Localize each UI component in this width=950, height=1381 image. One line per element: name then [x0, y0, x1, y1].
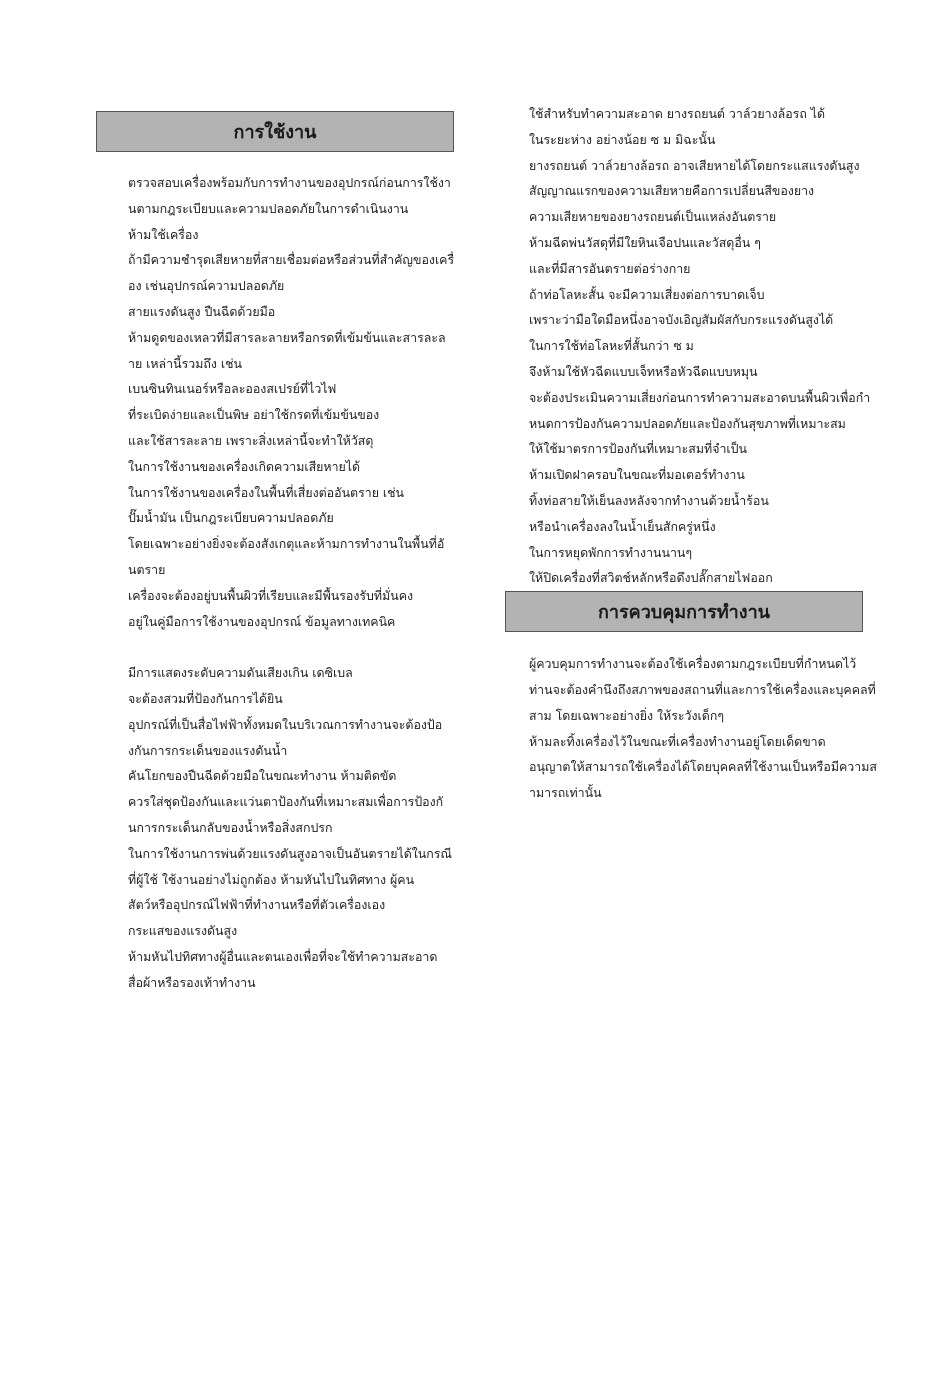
text-line: ห้ามฉีดพ่นวัสดุที่มีใยหินเจือปนและวัสดุอื่น ๆ [529, 234, 761, 250]
text-line: ท่านจะต้องคำนึงถึงสภาพของสถานที่และการใช้เครื่องและบุคคลที่ [529, 681, 876, 697]
text-line: ในการหยุดพักการทำงานนานๆ [529, 544, 693, 560]
text-line: โดยเฉพาะอย่างยิ่งจะต้องสังเกตุและห้ามการทำงานในพื้นที่อั [128, 536, 445, 552]
text-line: นการกระเด็นกลับของน้ำหรือสิ่งสกปรก [128, 819, 333, 835]
text-line: มีการแสดงระดับความดันเสียงเกิน เดซิเบล [128, 665, 353, 681]
text-line: ทิ้งท่อสายให้เย็นลงหลังจากทำงานด้วยน้ำร้อน [529, 492, 769, 508]
text-line: นตามกฎระเบียบและความปลอดภัยในการดำเนินงาน [128, 200, 409, 216]
usage-section-title: การใช้งาน [233, 122, 317, 143]
control-section-title: การควบคุมการทำงาน [597, 602, 770, 624]
text-line: ที่ระเบิดง่ายและเป็นพิษ อย่าใช้กรดที่เข้มข้นของ [128, 407, 380, 423]
text-line: ปั๊มน้ำมัน เป็นกฎระเบียบความปลอดภัย [128, 510, 334, 526]
text-line: สัญญาณแรกของความเสียหายคือการเปลี่ยนสีของยาง [529, 183, 815, 199]
text-line: าย เหล่านี้รวมถึง เช่น [128, 355, 242, 371]
text-line: ผู้ควบคุมการทำงานจะต้องใช้เครื่องตามกฎระเบียบที่กำหนดไว้ [529, 656, 857, 672]
text-line: ที่ผู้ใช้ ใช้งานอย่างไม่ถูกต้อง ห้ามหันไปในทิศทาง ผู้คน [128, 871, 415, 887]
text-line: อนุญาตให้สามารถใช้เครื่องได้โดยบุคคลที่ใช้งานเป็นหรือมีความส [529, 759, 877, 775]
text-line: คันโยกของปืนฉีดด้วยมือในขณะทำงาน ห้ามติดขัด [128, 768, 397, 784]
text-line: อุปกรณ์ที่เป็นสื่อไฟฟ้าทั้งหมดในบริเวณการทำงานจะต้องป้อ [128, 716, 443, 732]
text-line: ถ้ามีความชำรุดเสียหายที่สายเชื่อมต่อหรือส่วนที่สำคัญของเครื่ [128, 252, 455, 268]
text-line: ห้ามดูดของเหลวที่มีสารละลายหรือกรดที่เข้มข้นและสารละล [128, 329, 446, 345]
text-line: สายแรงดันสูง ปืนฉีดด้วยมือ [128, 303, 276, 319]
text-line: จะต้องสวมที่ป้องกันการได้ยิน [128, 690, 283, 706]
text-line: จะต้องประเมินความเสี่ยงก่อนการทำความสะอาดบนพื้นผิวเพื่อกำ [529, 389, 871, 405]
text-line: ในการใช้งานของเครื่องเกิดความเสียหายได้ [128, 458, 361, 474]
control-section-header [505, 591, 863, 632]
text-line: กระแสของแรงดันสูง [128, 923, 238, 939]
usage-text-block [96, 170, 454, 996]
text-line: ในการใช้ท่อโลหะที่สั้นกว่า ซ ม [529, 338, 694, 354]
text-line: ในระยะห่าง อย่างน้อย ซ ม มิฉะนั้น [529, 131, 716, 147]
text-line: สัตว์หรืออุปกรณ์ไฟฟ้าที่ทำงานหรือที่ตัวเครื่องเอง [128, 897, 386, 913]
text-line: ยางรถยนต์ วาล์วยางล้อรถ อาจเสียหายได้โดยกระแสแรงดันสูง [529, 157, 860, 173]
text-line: และใช้สารละลาย เพราะสิ่งเหล่านี้จะทำให้วัสดุ [128, 432, 374, 448]
line-gap [128, 634, 454, 660]
left-column [96, 111, 454, 996]
text-line: สื่อผ้าหรือรองเท้าทำงาน [128, 974, 256, 990]
text-line: ห้ามหันไปทิศทางผู้อื่นและตนเองเพื่อที่จะใช้ทำความสะอาด [128, 948, 438, 964]
text-line: หนดการป้องกันความปลอดภัยและป้องกันสุขภาพที่เหมาะสม [529, 415, 846, 431]
text-line: เครื่องจะต้องอยู่บนพื้นผิวที่เรียบและมีพื้นรองรับที่มั่นคง [128, 587, 414, 603]
text-line: อง เช่นอุปกรณ์ความปลอดภัย [128, 278, 285, 294]
text-line: ให้ปิดเครื่องที่สวิตช์หลักหรือดึงปลั๊กสายไฟออก [529, 570, 773, 586]
continued-text-block [505, 101, 873, 591]
usage-section-header [96, 111, 454, 152]
text-line: สาม โดยเฉพาะอย่างยิ่ง ให้ระวังเด็กๆ [529, 707, 724, 723]
text-line: เพราะว่ามือใดมือหนึ่งอาจบังเอิญสัมผัสกับกระแรงดันสูงได้ [529, 312, 834, 328]
text-line: อยู่ในคู่มือการใช้งานของอุปกรณ์ ข้อมูลทางเทคนิค [128, 613, 396, 629]
text-line: ถ้าท่อโลหะสั้น จะมีความเสี่ยงต่อการบาดเจ็บ [529, 286, 765, 302]
text-line: ให้ใช้มาตรการป้องกันที่เหมาะสมที่จำเป็น [529, 441, 747, 457]
text-line: ามารถเท่านั้น [529, 785, 602, 801]
text-line: จึงห้ามใช้หัวฉีดแบบเจ็ทหรือหัวฉีดแบบหมุน [529, 363, 758, 379]
text-line: ห้ามใช้เครื่อง [128, 226, 199, 242]
text-line: หรือนำเครื่องลงในน้ำเย็นสักครู่หนึ่ง [529, 518, 716, 534]
text-line: ตรวจสอบเครื่องพร้อมกับการทำงานของอุปกรณ์ก่อนการใช้งา [128, 175, 451, 190]
text-line: ห้ามเปิดฝาครอบในขณะที่มอเตอร์ทำงาน [529, 467, 745, 483]
text-line: งกันการกระเด็นของแรงดันน้ำ [128, 742, 288, 758]
text-line: ความเสียหายของยางรถยนต์เป็นแหล่งอันตราย [529, 209, 777, 225]
text-line: ในการใช้งานการพ่นด้วยแรงดันสูงอาจเป็นอันตรายได้ในกรณี [128, 845, 452, 861]
text-line: ควรใส่ชุดป้องกันและแว่นตาป้องกันที่เหมาะสมเพื่อการป้องกั [128, 794, 444, 810]
right-column [505, 101, 877, 806]
text-line: ห้ามละทิ้งเครื่องไว้ในขณะที่เครื่องทำงานอยู่โดยเด็ดขาด [529, 733, 826, 749]
text-line: ในการใช้งานของเครื่องในพื้นที่เสี่ยงต่ออันตราย เช่น [128, 484, 405, 500]
text-line: นตราย [128, 561, 166, 577]
text-line: ใช้สำหรับทำความสะอาด ยางรถยนต์ วาล์วยางล้อรถ ได้ [529, 106, 826, 121]
control-text-block [505, 651, 877, 806]
text-line: เบนซินทินเนอร์หรือละอองสเปรย์ที่ไวไฟ [128, 381, 337, 397]
text-line: และที่มีสารอันตรายต่อร่างกาย [529, 260, 691, 276]
